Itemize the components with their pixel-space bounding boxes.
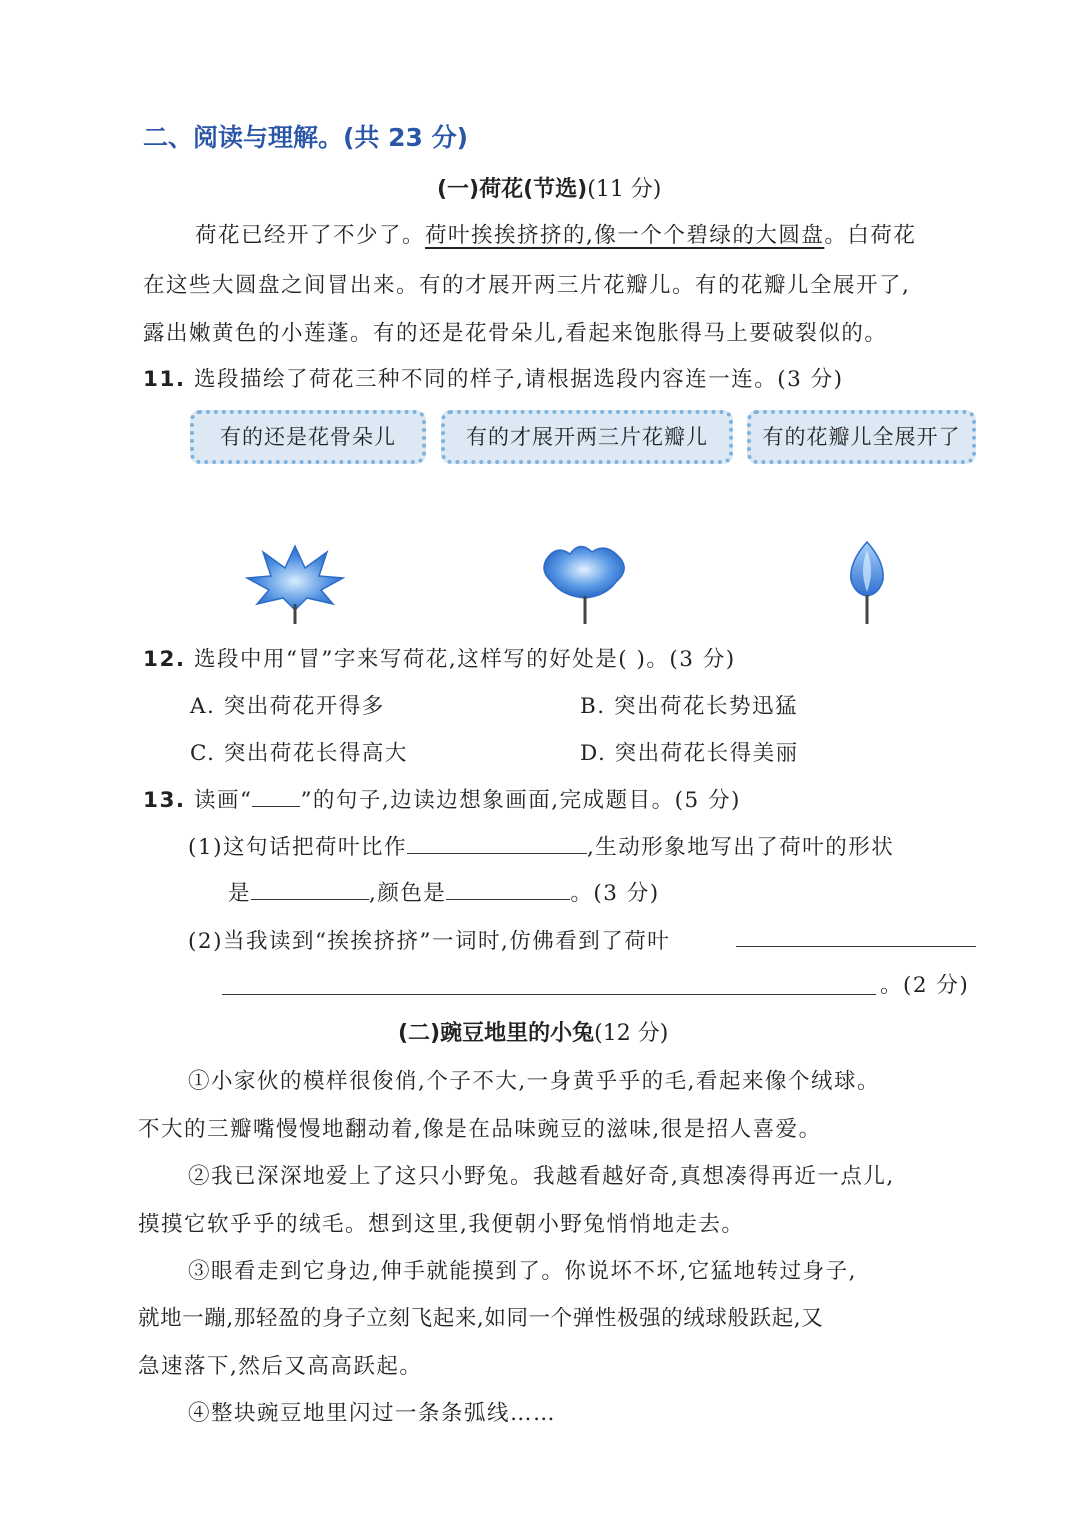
question-number: 12.	[143, 647, 186, 672]
match-option-full-open[interactable]: 有的花瓣儿全展开了	[747, 410, 976, 464]
answer-line-2[interactable]	[222, 994, 876, 995]
answer-blank-shape[interactable]	[251, 877, 369, 900]
passage1-text: 荷花已经开了不少了。	[195, 223, 426, 248]
passage1-title	[437, 172, 661, 203]
question-12	[143, 642, 736, 673]
q13-sub1-line2	[228, 876, 660, 907]
passage1-line3: 露出嫩黄色的小莲蓬。有的还是花骨朵儿,看起来饱胀得马上要破裂似的。	[143, 321, 888, 346]
passage2-line2: 不大的三瓣嘴慢慢地翻动着,像是在品味豌豆的滋味,很是招人喜爱。	[138, 1117, 822, 1142]
passage2-line8: ④整块豌豆地里闪过一条条弧线……	[188, 1401, 557, 1426]
answer-blank-metaphor[interactable]	[407, 831, 587, 854]
answer-line-1[interactable]	[736, 946, 976, 947]
question-text: 。(3 分)	[570, 881, 660, 906]
passage2-line6: 就地一蹦,那轻盈的身子立刻飞起来,如同一个弹性极强的绒球般跃起,又	[138, 1306, 824, 1331]
lotus-bud-icon[interactable]	[845, 540, 889, 624]
fully-open-lotus-icon[interactable]	[245, 538, 345, 624]
question-text: 选段中用“冒”字来写荷花,这样写的好处是( )。(3 分)	[193, 647, 736, 672]
question-number: 13.	[143, 788, 186, 813]
choice-c[interactable]: C. 突出荷花长得高大	[190, 741, 408, 766]
match-option-half-open[interactable]: 有的才展开两三片花瓣儿	[441, 410, 733, 464]
question-13	[143, 783, 741, 814]
half-open-lotus-icon[interactable]	[536, 540, 634, 624]
passage2-points: (12 分)	[594, 1021, 669, 1046]
passage2-title	[398, 1016, 668, 1047]
passage1-title-text: (一)荷花(节选)	[437, 177, 588, 202]
passage1-text: 。白荷花	[824, 223, 917, 248]
q13-sub2-line1	[188, 924, 670, 955]
passage1-line1	[195, 218, 916, 249]
passage2-line4: 摸摸它软乎乎的绒毛。想到这里,我便朝小野兔悄悄地走去。	[138, 1212, 745, 1237]
choice-a[interactable]: A. 突出荷花开得多	[190, 694, 385, 719]
passage2-line7: 急速落下,然后又高高跃起。	[138, 1354, 423, 1379]
answer-blank-color[interactable]	[446, 877, 570, 900]
question-text: ,颜色是	[369, 881, 447, 906]
passage1-points: (11 分)	[587, 177, 662, 202]
question-11	[143, 362, 844, 393]
underlined-sentence: 荷叶挨挨挤挤的,像一个个碧绿的大圆盘	[425, 223, 825, 248]
question-text: 是	[228, 881, 252, 906]
question-text: (1)这句话把荷叶比作	[188, 835, 407, 860]
question-number: 11.	[143, 367, 186, 392]
choice-b[interactable]: B. 突出荷花长势迅猛	[580, 694, 798, 719]
question-text: ,生动形象地写出了荷叶的形状	[586, 835, 895, 860]
question-text: (2)当我读到“挨挨挤挤”一词时,仿佛看到了荷叶	[188, 929, 671, 954]
question-text: 读画“	[193, 788, 253, 813]
choice-d[interactable]: D. 突出荷花长得美丽	[580, 741, 799, 766]
passage2-line3: ②我已深深地爱上了这只小野兔。我越看越好奇,真想凑得再近一点儿,	[188, 1164, 895, 1189]
section-title: 二、阅读与理解。(共 23 分)	[143, 123, 469, 152]
match-option-bud[interactable]: 有的还是花骨朵儿	[190, 410, 426, 464]
question-text: 选段描绘了荷花三种不同的样子,请根据选段内容连一连。(3 分)	[193, 367, 844, 392]
question-text: ”的句子,边读边想象画面,完成题目。(5 分)	[300, 788, 741, 813]
underline-mark	[252, 784, 300, 807]
passage1-line2: 在这些大圆盘之间冒出来。有的才展开两三片花瓣儿。有的花瓣儿全展开了,	[143, 273, 911, 298]
passage2-title-text: (二)豌豆地里的小兔	[398, 1021, 595, 1046]
q13-sub1-line1	[188, 830, 894, 861]
q13-sub2-points: 。(2 分)	[880, 973, 970, 998]
passage2-line5: ③眼看走到它身边,伸手就能摸到了。你说坏不坏,它猛地转过身子,	[188, 1259, 858, 1284]
passage2-line1: ①小家伙的模样很俊俏,个子不大,一身黄乎乎的毛,看起来像个绒球。	[188, 1069, 881, 1094]
